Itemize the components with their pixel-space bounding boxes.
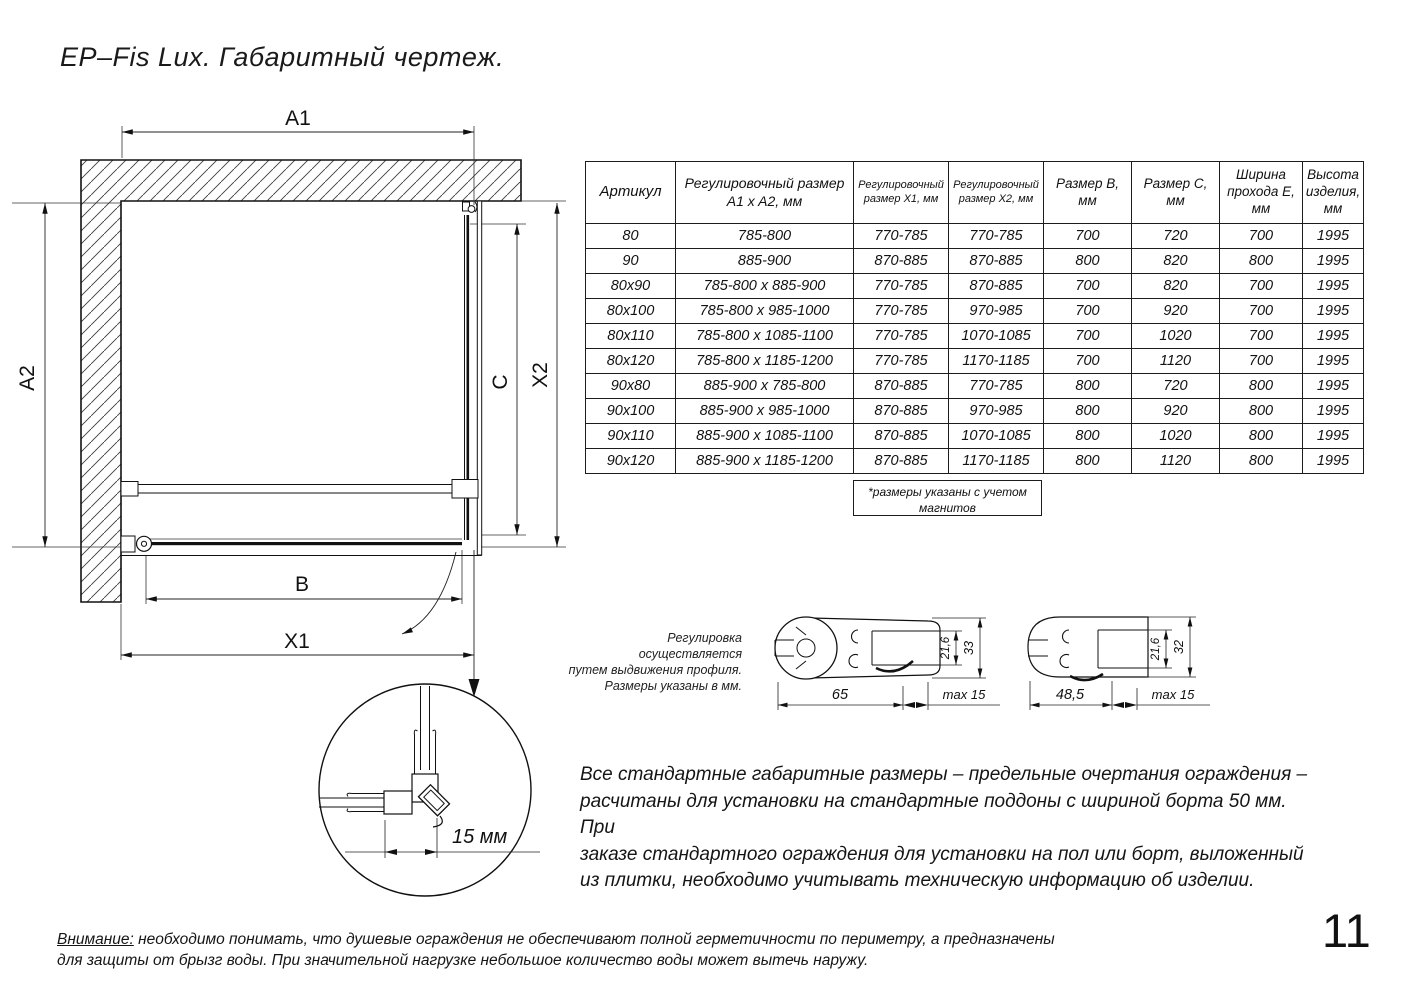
dim-label-a2: A2 xyxy=(16,365,39,391)
table-cell: 870-885 xyxy=(854,449,949,474)
table-cell: 785-800 x 985-1000 xyxy=(676,299,854,324)
table-cell: 1995 xyxy=(1303,324,1364,349)
wall-profile-section xyxy=(775,617,940,679)
col-header-height: Высота изделия, мм xyxy=(1303,162,1364,224)
table-cell: 1995 xyxy=(1303,424,1364,449)
table-cell: 1120 xyxy=(1132,449,1220,474)
table-cell: 700 xyxy=(1044,224,1132,249)
installation-note-line: расчитаны для установки на стандартные поддоны с шириной борта 50 мм. При xyxy=(580,790,1287,838)
corner-profile-height: 32 xyxy=(1172,640,1186,654)
dim-label-a1: A1 xyxy=(285,107,311,130)
table-cell: 800 xyxy=(1044,399,1132,424)
corner-profile-width: 48,5 xyxy=(1055,687,1085,703)
table-cell: 700 xyxy=(1044,299,1132,324)
table-cell: 770-785 xyxy=(854,349,949,374)
profile-cross-sections xyxy=(755,593,1255,728)
dim-label-b: B xyxy=(294,573,310,596)
wall-corner-connector xyxy=(121,536,152,552)
wall-section xyxy=(81,160,521,602)
table-cell: 820 xyxy=(1132,274,1220,299)
table-cell: 1120 xyxy=(1132,349,1220,374)
table-cell: 700 xyxy=(1044,274,1132,299)
table-cell: 885-900 xyxy=(676,249,854,274)
table-cell: 800 xyxy=(1220,399,1303,424)
table-cell: 1995 xyxy=(1303,399,1364,424)
table-cell: 800 xyxy=(1044,424,1132,449)
table-cell: 1995 xyxy=(1303,349,1364,374)
door-swing-arc xyxy=(402,552,456,634)
table-cell: 700 xyxy=(1220,324,1303,349)
table-body xyxy=(586,224,1364,474)
col-header-a1a2: Регулировочный размер A1 x A2, мм xyxy=(676,162,854,224)
table-cell: 800 xyxy=(1220,449,1303,474)
installation-note-line: заказе стандартного ограждения для установки на пол или борт, выложенный xyxy=(580,843,1304,865)
spec-table xyxy=(585,161,1364,474)
table-cell: 1020 xyxy=(1132,324,1220,349)
shower-enclosure xyxy=(121,201,482,556)
warning-note xyxy=(57,929,1097,971)
warning-text: необходимо понимать, что душевые ограждения не обеспечивают полной герметичности по периметру, а предназначены xyxy=(133,931,1055,948)
page-number: 11 xyxy=(1322,904,1371,957)
table-cell: 800 xyxy=(1044,374,1132,399)
table-cell: 870-885 xyxy=(854,399,949,424)
table-cell: 885-900 x 785-800 xyxy=(676,374,854,399)
table-cell: 720 xyxy=(1132,224,1220,249)
table-cell: 970-985 xyxy=(949,399,1044,424)
table-cell: 90x80 xyxy=(586,374,676,399)
adjustment-note-line: Размеры указаны в мм. xyxy=(604,679,742,693)
table-cell: 770-785 xyxy=(854,224,949,249)
installation-note xyxy=(580,762,1320,895)
table-cell: 80x100 xyxy=(586,299,676,324)
corner-profile-glass-depth: 21,6 xyxy=(1150,637,1162,661)
table-cell: 785-800 xyxy=(676,224,854,249)
table-row xyxy=(586,374,1364,399)
table-cell: 1995 xyxy=(1303,224,1364,249)
dim-label-c: C xyxy=(489,374,512,390)
dimensional-drawing xyxy=(0,85,580,915)
installation-note-line: из плитки, необходимо учитывать техническую информацию об изделии. xyxy=(580,870,1255,891)
table-cell: 1070-1085 xyxy=(949,324,1044,349)
table-cell: 700 xyxy=(1220,224,1303,249)
support-bar xyxy=(121,480,478,499)
wall-profile-width: 65 xyxy=(831,687,849,703)
detail-dim-label: 15 мм xyxy=(452,826,508,848)
col-header-artikul: Артикул xyxy=(586,162,676,224)
table-cell: 785-800 x 1085-1100 xyxy=(676,324,854,349)
page-title: EP–Fis Lux. Габаритный чертеж. xyxy=(60,42,505,72)
side-frame-profile xyxy=(477,201,481,555)
warning-line: для защиты от брызг воды. При значительной нагрузке небольшое количество воды может вытечь наружу. xyxy=(57,952,869,969)
table-row xyxy=(586,249,1364,274)
col-header-c: Размер C, мм xyxy=(1132,162,1220,224)
table-cell: 700 xyxy=(1220,274,1303,299)
table-header-row xyxy=(586,162,1364,224)
table-cell: 970-985 xyxy=(949,299,1044,324)
table-cell: 1995 xyxy=(1303,274,1364,299)
dim-label-x2: X2 xyxy=(529,362,552,388)
table-row xyxy=(586,449,1364,474)
table-cell: 1070-1085 xyxy=(949,424,1044,449)
table-cell: 1995 xyxy=(1303,299,1364,324)
corner-profile-adjust: max 15 xyxy=(1151,687,1195,702)
table-cell: 920 xyxy=(1132,399,1220,424)
table-cell: 870-885 xyxy=(854,374,949,399)
table-cell: 800 xyxy=(1220,424,1303,449)
table-cell: 885-900 x 985-1000 xyxy=(676,399,854,424)
table-cell: 700 xyxy=(1044,349,1132,374)
table-footnote xyxy=(853,480,1042,516)
top-hinge xyxy=(463,202,478,212)
table-cell: 700 xyxy=(1044,324,1132,349)
warning-label: Внимание: xyxy=(57,931,134,948)
footnote-line: *размеры указаны с учетом xyxy=(868,485,1027,499)
table-cell: 770-785 xyxy=(854,274,949,299)
bottom-glass-panel xyxy=(150,542,462,545)
table-row xyxy=(586,224,1364,249)
corner-detail-view xyxy=(319,679,540,896)
table-row xyxy=(586,299,1364,324)
table-cell: 1170-1185 xyxy=(949,449,1044,474)
table-cell: 870-885 xyxy=(854,424,949,449)
table-cell: 800 xyxy=(1044,249,1132,274)
table-cell: 870-885 xyxy=(949,249,1044,274)
table-cell: 800 xyxy=(1220,374,1303,399)
table-cell: 770-785 xyxy=(949,374,1044,399)
table-cell: 820 xyxy=(1132,249,1220,274)
table-cell: 800 xyxy=(1044,449,1132,474)
table-cell: 700 xyxy=(1220,349,1303,374)
table-cell: 1170-1185 xyxy=(949,349,1044,374)
table-row xyxy=(586,399,1364,424)
wall-profile-adjust: max 15 xyxy=(942,687,986,702)
footnote-line: магнитов xyxy=(919,501,976,515)
corner-profile-section xyxy=(1028,617,1148,680)
table-cell: 800 xyxy=(1220,249,1303,274)
table-cell: 770-785 xyxy=(854,299,949,324)
table-row xyxy=(586,274,1364,299)
table-cell: 885-900 x 1185-1200 xyxy=(676,449,854,474)
adjustment-note-line: Регулировка осуществляется xyxy=(638,631,742,661)
col-header-x2: Регулировочный размер X2, мм xyxy=(949,162,1044,224)
col-header-e: Ширина прохода E, мм xyxy=(1220,162,1303,224)
table-cell: 920 xyxy=(1132,299,1220,324)
table-cell: 80x90 xyxy=(586,274,676,299)
table-cell: 870-885 xyxy=(949,274,1044,299)
table-cell: 720 xyxy=(1132,374,1220,399)
table-cell: 785-800 x 1185-1200 xyxy=(676,349,854,374)
warning-line xyxy=(57,929,1097,950)
table-cell: 770-785 xyxy=(854,324,949,349)
table-cell: 785-800 x 885-900 xyxy=(676,274,854,299)
table-cell: 90x110 xyxy=(586,424,676,449)
table-cell: 885-900 x 1085-1100 xyxy=(676,424,854,449)
table-row xyxy=(586,324,1364,349)
table-cell: 1995 xyxy=(1303,449,1364,474)
adjustment-note-line: путем выдвижения профиля. xyxy=(568,663,742,677)
table-cell: 80x110 xyxy=(586,324,676,349)
table-cell: 1020 xyxy=(1132,424,1220,449)
table-row xyxy=(586,349,1364,374)
installation-note-line: Все стандартные габаритные размеры – предельные очертания ограждения – xyxy=(580,764,1308,785)
table-cell: 80x120 xyxy=(586,349,676,374)
table-cell: 90x120 xyxy=(586,449,676,474)
col-header-b: Размер B, мм xyxy=(1044,162,1132,224)
wall-profile-height: 33 xyxy=(962,641,976,655)
table-cell: 1995 xyxy=(1303,374,1364,399)
table-cell: 700 xyxy=(1220,299,1303,324)
table-cell: 80 xyxy=(586,224,676,249)
table-row xyxy=(586,424,1364,449)
table-cell: 90 xyxy=(586,249,676,274)
col-header-x1: Регулировочный размер X1, мм xyxy=(854,162,949,224)
wall-profile-glass-depth: 21,6 xyxy=(940,636,952,660)
table-cell: 1995 xyxy=(1303,249,1364,274)
dim-label-x1: X1 xyxy=(284,630,310,653)
adjustment-note xyxy=(562,630,742,694)
table-cell: 770-785 xyxy=(949,224,1044,249)
table-cell: 90x100 xyxy=(586,399,676,424)
table-cell: 870-885 xyxy=(854,249,949,274)
